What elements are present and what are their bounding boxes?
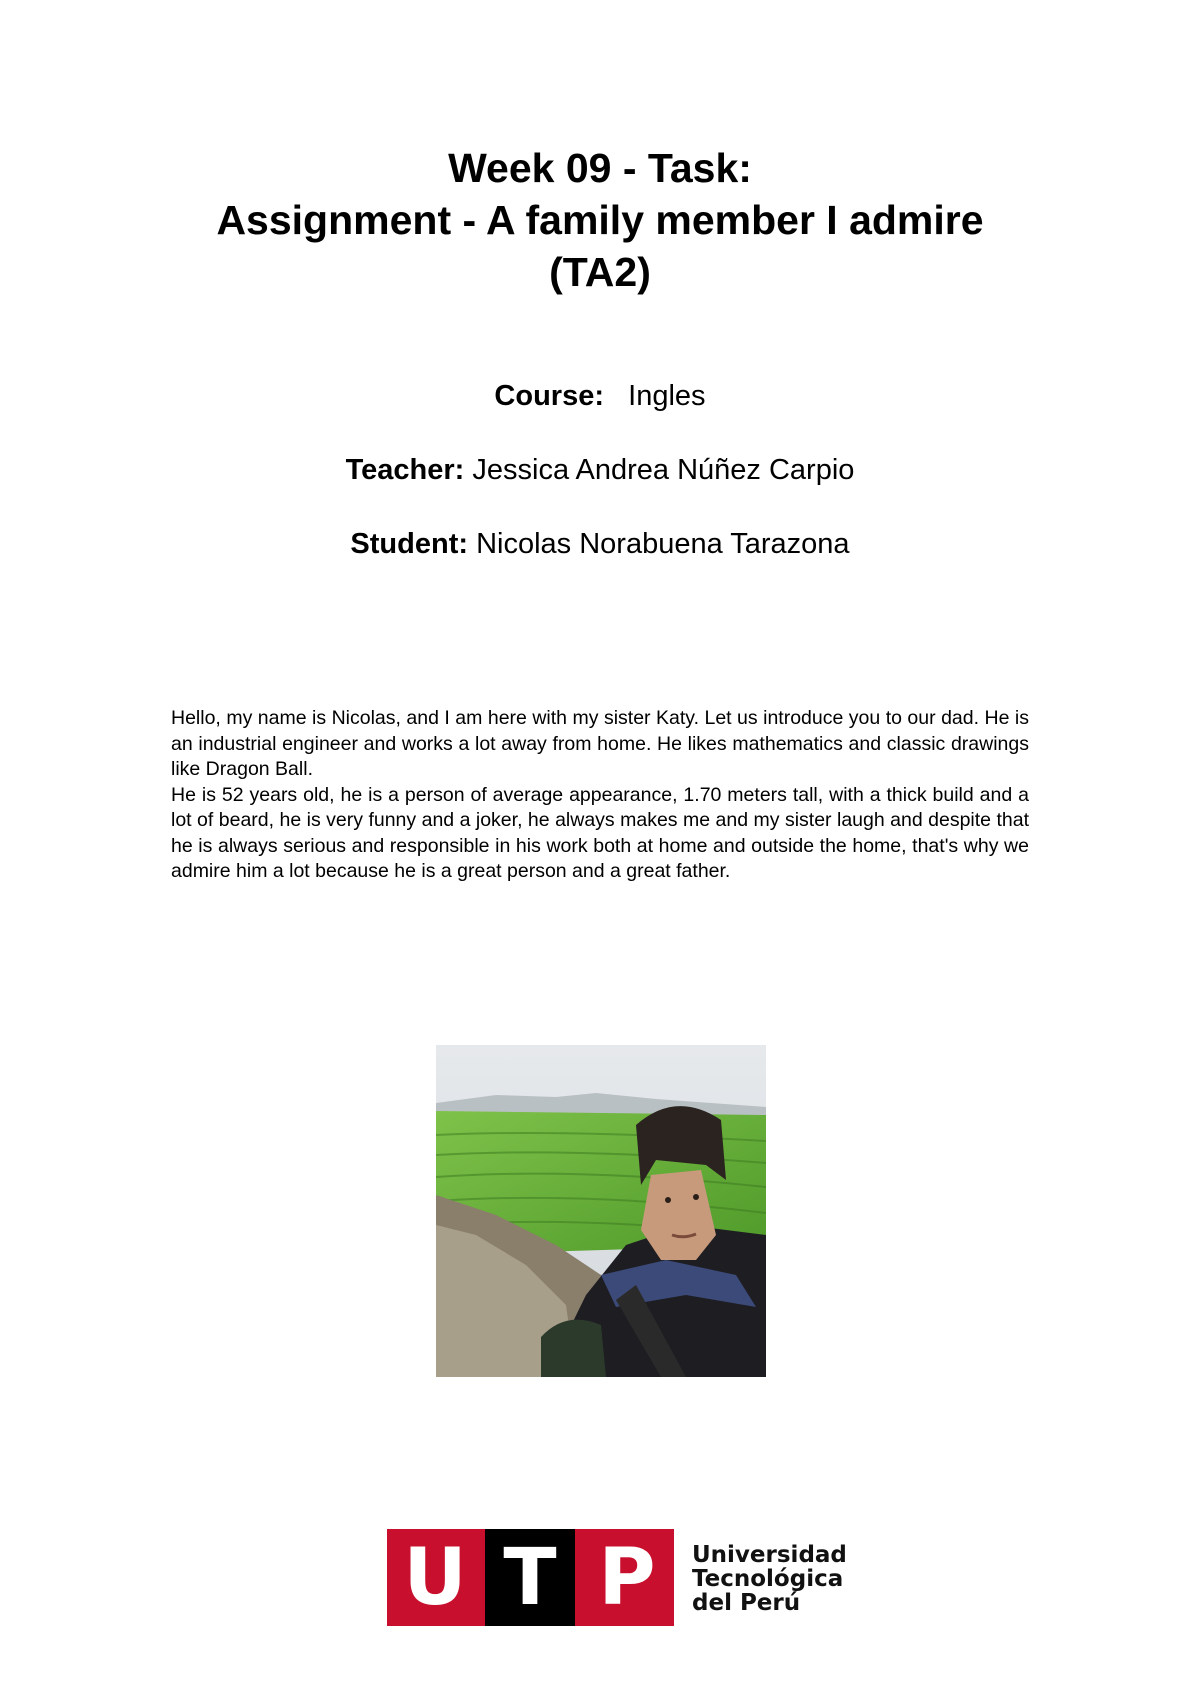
utp-letter-p: P xyxy=(598,1532,656,1623)
teacher-line xyxy=(0,453,1200,487)
document-title xyxy=(0,142,1200,298)
title-line-1: Week 09 - Task: xyxy=(448,145,752,191)
essay-body xyxy=(171,706,1029,885)
essay-paragraph-1: Hello, my name is Nicolas, and I am here with my sister Katy. Let us introduce you to our dad. He is an industrial engineer and works a lot away from home. He likes mathematics and classic drawings like Dragon Ball. xyxy=(171,707,1029,780)
title-line-2: Assignment - A family member I admire xyxy=(216,197,984,243)
teacher-value: Jessica Andrea Núñez Carpio xyxy=(472,454,855,486)
logo-word-line-3: del Perú xyxy=(692,1590,801,1616)
course-line xyxy=(0,379,1200,413)
student-value: Nicolas Norabuena Tarazona xyxy=(476,528,850,560)
student-selfie-photo xyxy=(436,1045,766,1377)
student-line xyxy=(0,527,1200,561)
utp-letter-t: T xyxy=(485,1529,575,1626)
essay-paragraph-2: He is 52 years old, he is a person of average appearance, 1.70 meters tall, with a thick build and a lot of beard, he is very funny and a joker, he always makes me and my sister laugh and despite that he is always serious and responsible in his work both at home and outside the home, that's why we admire him a lot because he is a great person and a great father. xyxy=(171,783,1029,882)
utp-logo xyxy=(387,1529,847,1629)
course-value: Ingles xyxy=(628,380,706,412)
utp-logo-wordmark xyxy=(692,1543,847,1615)
utp-letter-u: U xyxy=(403,1532,467,1623)
teacher-label: Teacher: xyxy=(345,454,465,486)
course-label: Course: xyxy=(494,380,604,412)
logo-word-line-2: Tecnológica xyxy=(692,1566,844,1592)
student-label: Student: xyxy=(350,528,469,560)
utp-logo-mark xyxy=(387,1529,674,1626)
logo-word-line-1: Universidad xyxy=(692,1542,847,1568)
title-line-3: (TA2) xyxy=(549,249,651,295)
